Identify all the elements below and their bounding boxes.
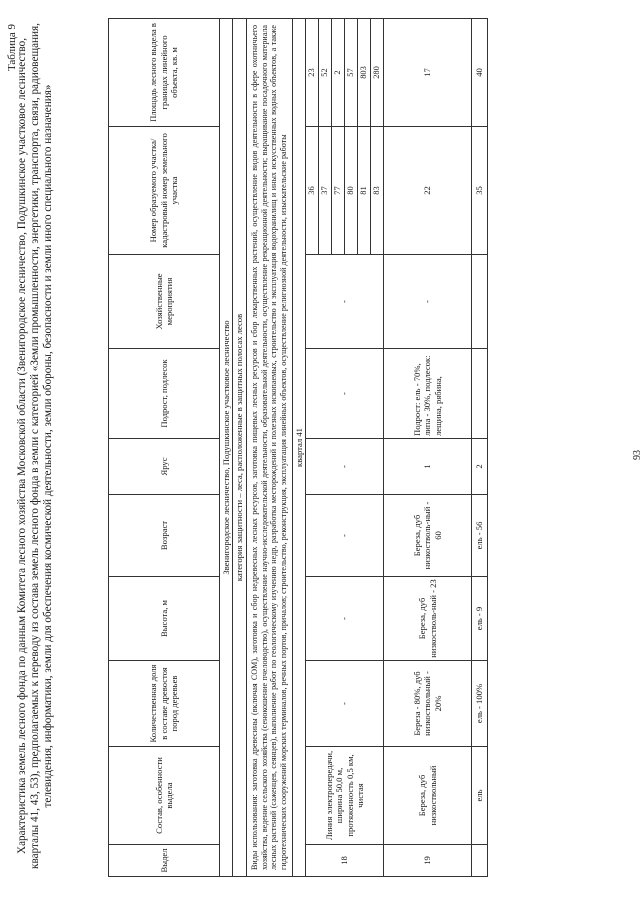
cell-yarus: - (306, 439, 384, 495)
area-value: 803 (358, 19, 371, 126)
section-kategoriya: категория защитности – леса, расположенные в защитных полосах лесов (233, 19, 246, 877)
cell-yarus: 1 (384, 439, 472, 495)
cell-vysota: - (306, 577, 384, 661)
table-row (384, 19, 472, 877)
area-value: 57 (345, 19, 358, 126)
cell-vysota: ель - 9 (472, 577, 488, 661)
cell-vydel (472, 845, 488, 877)
cell-yarus: 2 (472, 439, 488, 495)
cell-meropriyatiya: - (306, 255, 384, 349)
header-nomer: Номер образуемого участка/кадастровый номер земельного участка (109, 127, 220, 255)
cell-vydel: 18 (306, 845, 384, 877)
area-value: 52 (319, 19, 332, 126)
section-row (292, 19, 305, 877)
header-ploshad: Площадь лесного выдела в границах линейного объекта, кв. м (109, 19, 220, 127)
cell-areas (306, 19, 384, 127)
parcel-number: 81 (358, 127, 371, 254)
header-podrost: Подрост, подлесок (109, 349, 220, 439)
area-value: 23 (306, 19, 319, 126)
table-row (472, 19, 488, 877)
area-value: 2 (332, 19, 345, 126)
header-yarus: Ярус (109, 439, 220, 495)
cell-dolya: Береза - 80%, дуб низкоствольный - 20% (384, 661, 472, 747)
cell-dolya: ель - 100% (472, 661, 488, 747)
cell-vysota: Береза, дуб низкостволь-ный - 23 (384, 577, 472, 661)
area-value: 280 (371, 66, 381, 79)
table-row (306, 19, 384, 877)
section-row (233, 19, 246, 877)
header-vozrast: Возраст (109, 495, 220, 577)
cell-parcel: 35 (472, 127, 488, 255)
parcel-number: 36 (306, 127, 319, 254)
parcel-number: 80 (345, 127, 358, 254)
cell-sostav: ель (472, 747, 488, 845)
section-row (220, 19, 233, 877)
header-row (109, 19, 220, 877)
cell-vydel: 19 (384, 845, 472, 877)
page-number: 93 (632, 450, 643, 460)
parcel-number: 77 (332, 127, 345, 254)
land-characteristics-table (108, 18, 488, 877)
cell-sostav: Линия электропередачи, ширина 50,0 м, протяженность 0,5 км, чистая (306, 747, 384, 845)
parcel-number: 37 (319, 127, 332, 254)
table-label: Таблица 9 (6, 24, 18, 72)
cell-vozrast: - (306, 495, 384, 577)
cell-parcel: 22 (384, 127, 472, 255)
parcel-number: 83 (371, 186, 381, 195)
cell-meropriyatiya (472, 255, 488, 349)
cell-podrost: - (306, 349, 384, 439)
uses-text: Виды использования: заготовка древесины (включая СОМ), заготовка и сбор недревесных лесных ресурсов, заготовка пищевых лесных ресурсов и сбор лекарственных растений, осуществление видов деятельности в сфере охотничьего хозяйства, ведение сельского хозяйства (сенокошение пчеловодство), осуществление научно-исследовательской деятельности, образовательной деятельности, осуществление рекреационной деятельности; выращивание посадочного материала лесных растений (саженцев, сеянцев), выполнение работ по геологическому изучению недр, разработка месторождений и полезных ископаемых, строительство и эксплуатация водохранилищ и иных искусственных водных объектов, а также гидротехнических сооружений морских терминалов, речных портов, причалов; строительство, реконструкция, эксплуатация линейных объектов, осуществление религиозной деятельности, изыскательские работы (246, 19, 292, 877)
section-row (246, 19, 292, 877)
header-sostav: Состав, особенности выдела (109, 747, 220, 845)
header-meropriyatiya: Хозяйственные мероприятия (109, 255, 220, 349)
cell-podrost (472, 349, 488, 439)
cell-vozrast: ель - 56 (472, 495, 488, 577)
cell-area: 40 (472, 19, 488, 127)
cell-podrost: Подрост: ель - 70%, липа - 30%, подлесок: лещина, рябина, (384, 349, 472, 439)
kvartal-label: квартал 41 (292, 19, 305, 877)
cell-sostav: Береза, дуб низкоствольный (384, 747, 472, 845)
cell-dolya: - (306, 661, 384, 747)
cell-meropriyatiya: - (384, 255, 472, 349)
document-title: Характеристика земель лесного фонда по данным Комитета лесного хозяйства Московской области (Звенигородское лесничество, Подушкинское участковое лесничество, кварталы 41, 43, 53), предполагаемых к переводу из состава земель лесного фонда в земли с категорией «Земли промышленности, энергетики, транспорта, связи, радиовещания, телевидения, информатики, земли для обеспечения космической деятельности, земли обороны, безопасности и земли иного специального назначения» (16, 23, 55, 869)
cell-vozrast: Береза, дуб низкостволь-ный - 60 (384, 495, 472, 577)
cell-area: 17 (384, 19, 472, 127)
parcel-list (306, 127, 383, 254)
cell-parcels (306, 127, 384, 255)
header-vydel: Выдел (109, 845, 220, 877)
area-list (306, 19, 383, 126)
section-lesnichestvo: Звенигородское лесничество, Подушкинское участковое лесничество (220, 19, 233, 877)
header-dolya: Количественная доля в составе древостоя пород деревьев (109, 661, 220, 747)
header-vysota: Высота, м (109, 577, 220, 661)
